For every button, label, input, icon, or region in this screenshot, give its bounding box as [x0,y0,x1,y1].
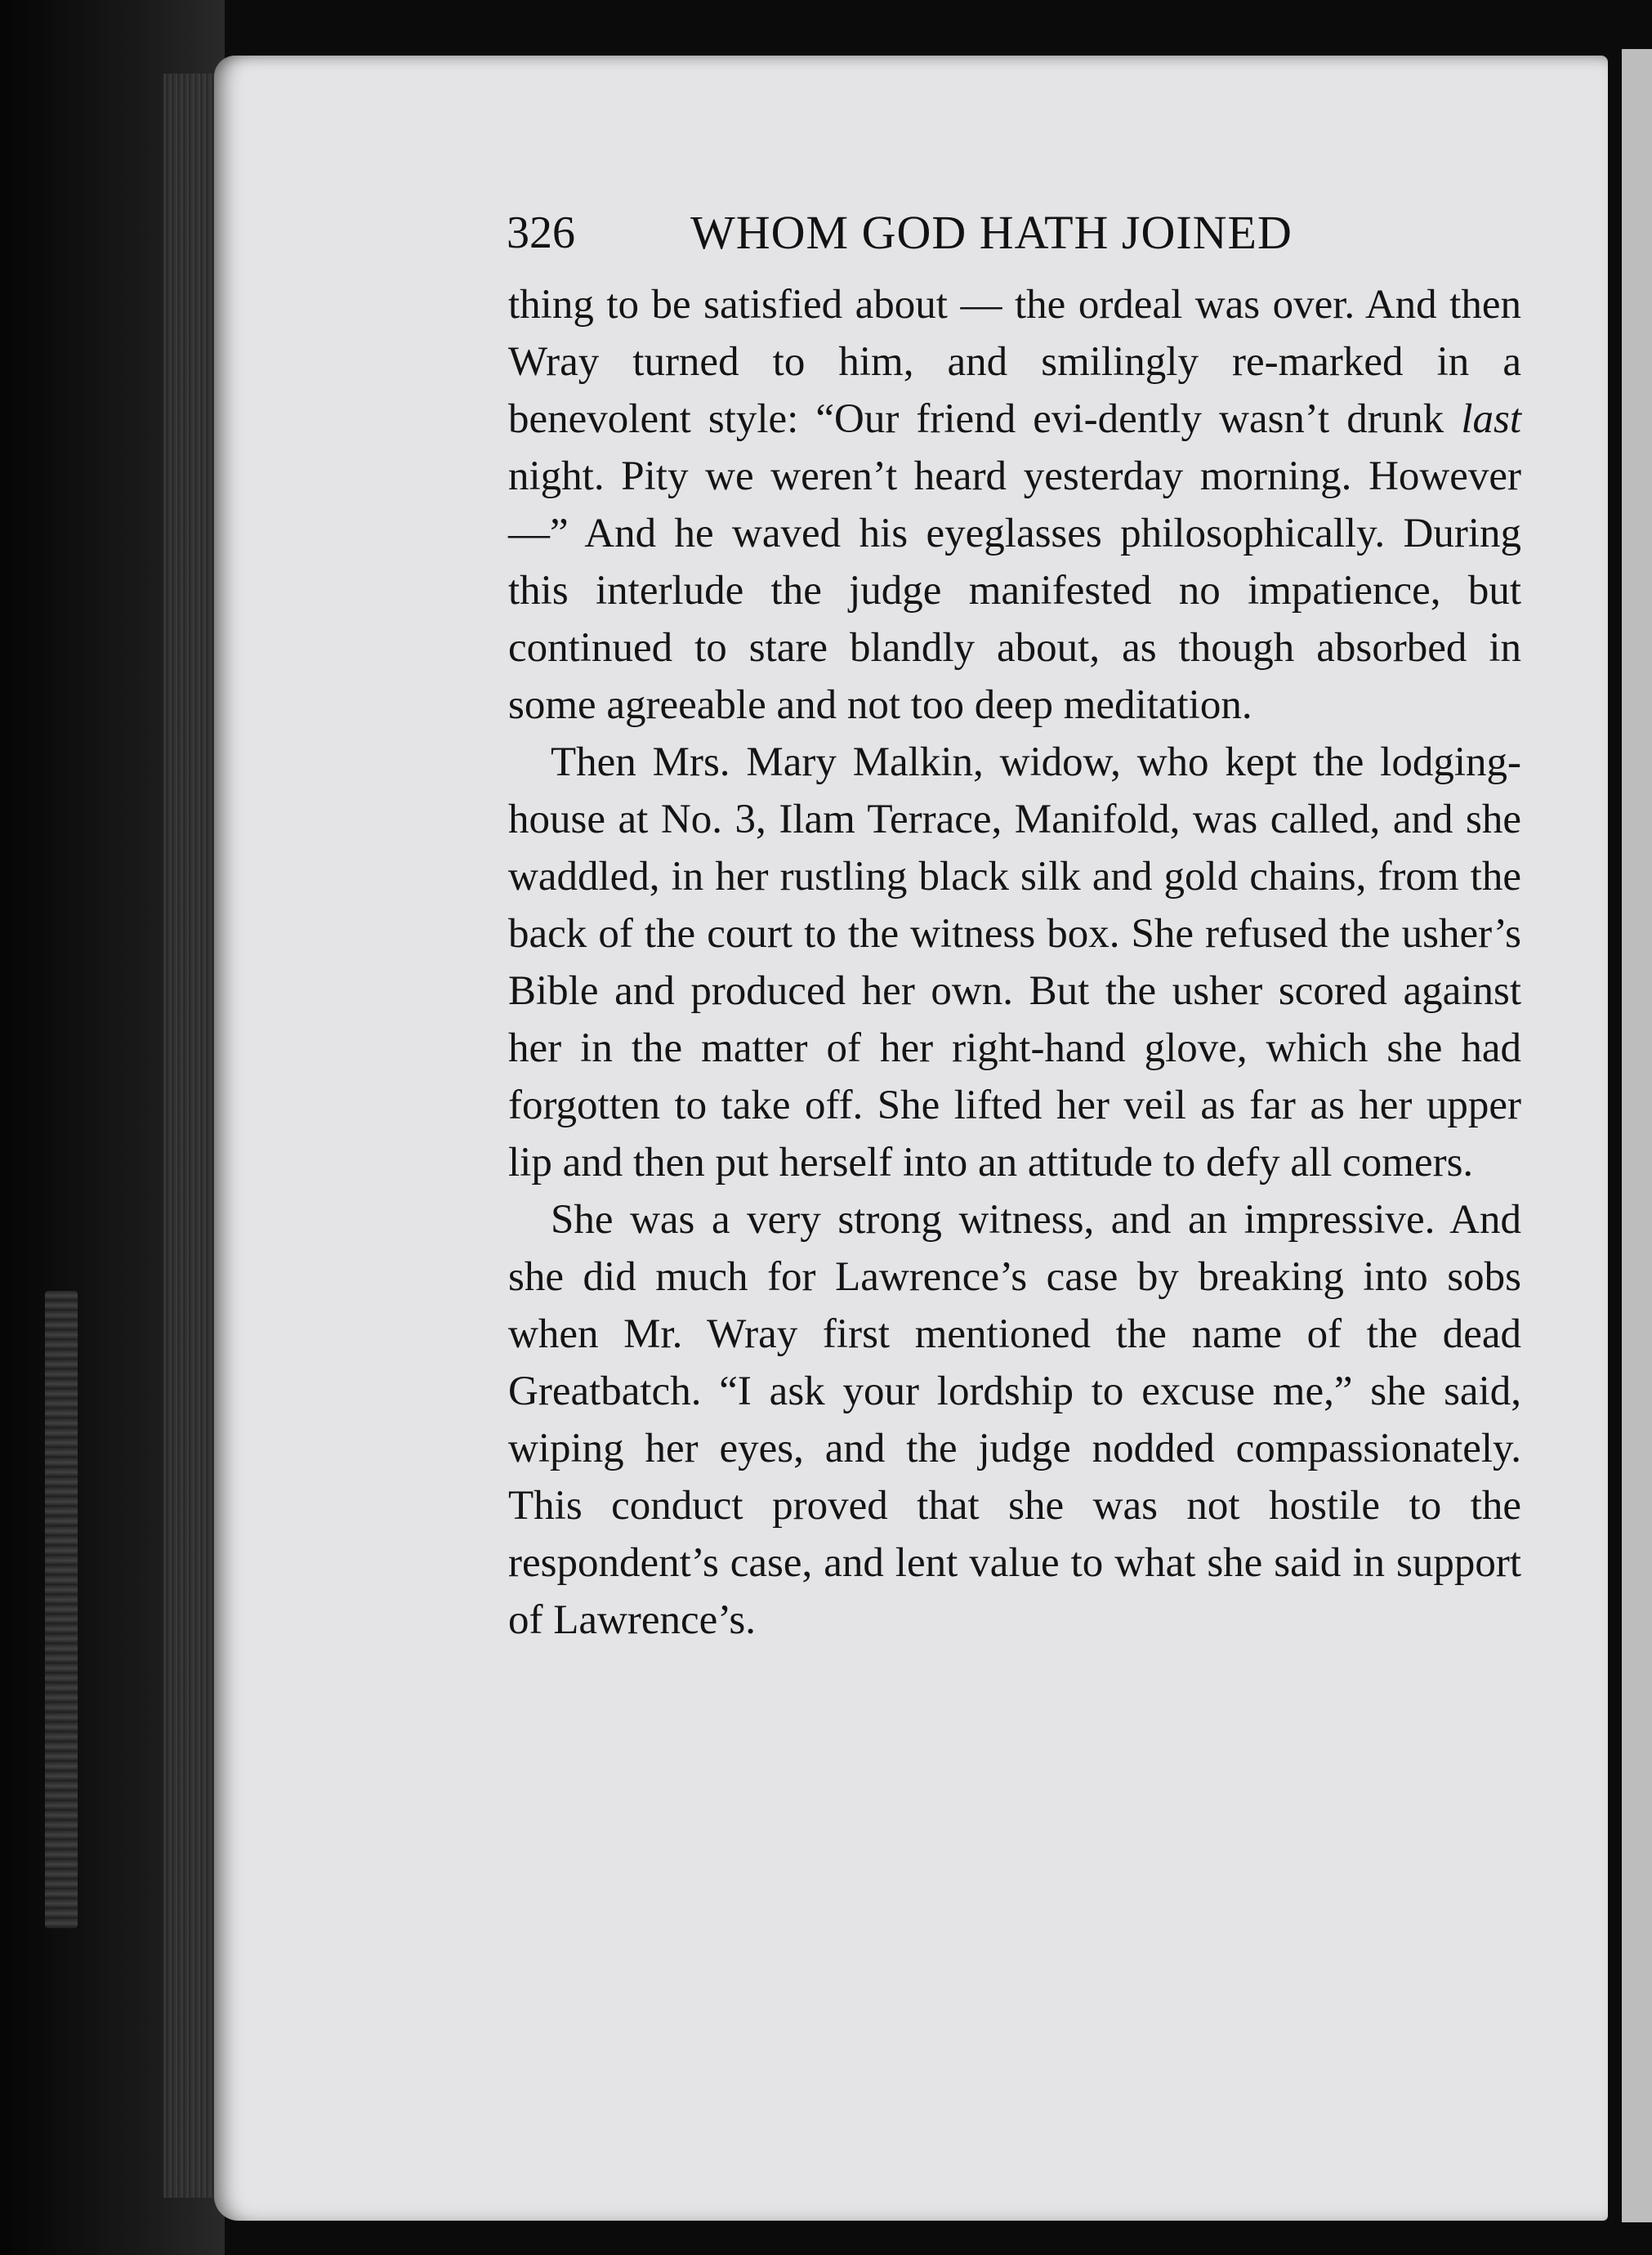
library-stamp [45,1291,78,1928]
facing-page-edge [1622,49,1652,2222]
paragraph-1-text-start: thing to be satisfied about — the ordeal was over. And then Wray turned to him, and smilingly re-marked in a benevolent style: “Our friend evi-dently wasn’t drunk [508,282,1521,442]
body-text [508,276,1521,1649]
paragraph-1 [508,276,1521,734]
page-number: 326 [507,208,575,258]
paragraph-1-italic-word: last [1461,396,1521,442]
paragraph-1-text-end: night. Pity we weren’t heard yesterday morning. However —” And he waved his eyeglasses philosophically. During this interlude the judge manifested no impatience, but continued to stare blandly about, as though absorbed in some agreeable and not too deep meditation. [508,453,1521,728]
running-head: WHOM GOD HATH JOINED [690,206,1293,259]
page-header [507,196,1569,270]
paragraph-2: Then Mrs. Mary Malkin, widow, who kept the lodging-house at No. 3, Ilam Terrace, Manifold, was called, and she waddled, in her rustling black silk and gold chains, from the back of the court to the witness box. She refused the usher’s Bible and produced her own. But the usher scored against her in the matter of her right-hand glove, which she had forgotten to take off. She lifted her veil as far as her upper lip and then put herself into an attitude to defy all comers. [508,739,1521,1186]
paragraph-3: She was a very strong witness, and an impressive. And she did much for Lawrence’s case by breaking into sobs when Mr. Wray first mentioned the name of the dead Greatbatch. “I ask your lordship to excuse me,” she said, wiping her eyes, and the judge nodded compassionately. This conduct proved that she was not hostile to the respondent’s case, and lent value to what she said in support of Lawrence’s. [508,1197,1521,1643]
